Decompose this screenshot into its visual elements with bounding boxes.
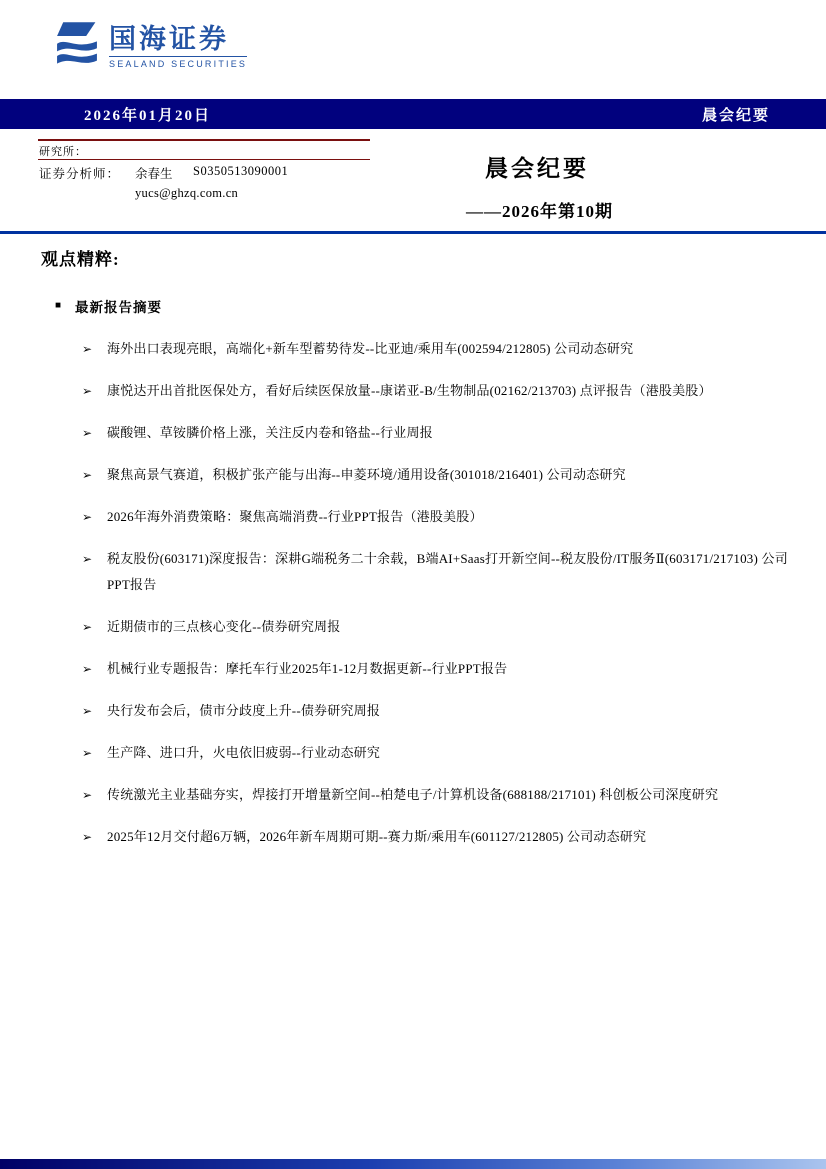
subsection-heading bbox=[55, 296, 162, 316]
arrow-bullet-icon: ➢ bbox=[82, 468, 93, 482]
arrow-bullet-icon: ➢ bbox=[82, 746, 93, 760]
report-list-item bbox=[82, 420, 792, 446]
institute-label: 研究所： bbox=[39, 146, 87, 158]
report-list bbox=[82, 336, 792, 866]
report-list-item bbox=[82, 546, 792, 598]
report-item-text: 央行发布会后，债市分歧度上升--债券研究周报 bbox=[107, 703, 381, 718]
report-list-item bbox=[82, 656, 792, 682]
blue-divider-rule bbox=[0, 231, 826, 234]
square-bullet-icon: ■ bbox=[55, 300, 63, 311]
brand-name-en: SEALAND SECURITIES bbox=[109, 56, 247, 69]
report-item-text: 聚焦高景气赛道，积极扩张产能与出海--申菱环境/通用设备(301018/216401) 公司动态研究 bbox=[107, 467, 626, 482]
arrow-bullet-icon: ➢ bbox=[82, 552, 93, 566]
report-list-item bbox=[82, 740, 792, 766]
footer-gradient-bar bbox=[0, 1159, 826, 1169]
report-list-item bbox=[82, 378, 792, 404]
arrow-bullet-icon: ➢ bbox=[82, 662, 93, 676]
arrow-bullet-icon: ➢ bbox=[82, 384, 93, 398]
arrow-bullet-icon: ➢ bbox=[82, 830, 93, 844]
report-list-item bbox=[82, 614, 792, 640]
report-list-item bbox=[82, 504, 792, 530]
report-item-text: 2026年海外消费策略：聚焦高端消费--行业PPT报告（港股美股） bbox=[107, 509, 483, 524]
arrow-bullet-icon: ➢ bbox=[82, 426, 93, 440]
meta-rule-top bbox=[38, 139, 370, 141]
report-issue-subtitle: ——2026年第10期 bbox=[466, 202, 613, 221]
arrow-bullet-icon: ➢ bbox=[82, 788, 93, 802]
brand-text bbox=[109, 23, 247, 69]
report-list-item bbox=[82, 336, 792, 362]
brand-name-cn: 国海证券 bbox=[109, 23, 229, 54]
report-list-item bbox=[82, 824, 792, 850]
banner-doc-type: 晨会纪要 bbox=[701, 107, 770, 124]
analyst-label: 证券分析师： bbox=[39, 167, 121, 181]
report-list-item bbox=[82, 698, 792, 724]
report-item-text: 生产降、进口升，火电依旧疲弱--行业动态研究 bbox=[107, 745, 381, 760]
analyst-row bbox=[39, 164, 288, 182]
report-date: 2026年01月20日 bbox=[84, 107, 212, 124]
report-item-text: 2025年12月交付超6万辆，2026年新车周期可期--赛力斯/乘用车(601127/212805) 公司动态研究 bbox=[107, 829, 647, 844]
banner-bar bbox=[0, 99, 826, 129]
arrow-bullet-icon: ➢ bbox=[82, 510, 93, 524]
report-item-text: 康悦达开出首批医保处方，看好后续医保放量--康诺亚-B/生物制品(02162/213703) 点评报告（港股美股） bbox=[107, 383, 712, 398]
report-item-text: 税友股份(603171)深度报告：深耕G端税务二十余载，B端AI+Saas打开新空间--税友股份/IT服务Ⅱ(603171/217103) 公司PPT报告 bbox=[107, 551, 788, 592]
analyst-email: yucs@ghzq.com.cn bbox=[135, 186, 239, 200]
arrow-bullet-icon: ➢ bbox=[82, 704, 93, 718]
report-item-text: 海外出口表现亮眼，高端化+新车型蓄势待发--比亚迪/乘用车(002594/212805) 公司动态研究 bbox=[107, 341, 634, 356]
report-list-item bbox=[82, 782, 792, 808]
section-title: 观点精粹: bbox=[41, 250, 120, 269]
analyst-cert-number: S0350513090001 bbox=[193, 164, 289, 178]
meta-rule-mid bbox=[38, 159, 370, 160]
brand-logo bbox=[54, 20, 247, 72]
arrow-bullet-icon: ➢ bbox=[82, 620, 93, 634]
report-item-text: 机械行业专题报告：摩托车行业2025年1-12月数据更新--行业PPT报告 bbox=[107, 661, 508, 676]
report-title: 晨会纪要 bbox=[485, 156, 589, 181]
arrow-bullet-icon: ➢ bbox=[82, 342, 93, 356]
subsection-title: 最新报告摘要 bbox=[75, 300, 163, 315]
analyst-name: 余春生 bbox=[135, 167, 173, 181]
report-item-text: 传统激光主业基础夯实，焊接打开增量新空间--柏楚电子/计算机设备(688188/217101) 科创板公司深度研究 bbox=[107, 787, 719, 802]
sealand-logo-icon bbox=[54, 20, 100, 72]
report-list-item bbox=[82, 462, 792, 488]
report-item-text: 近期债市的三点核心变化--债券研究周报 bbox=[107, 619, 341, 634]
report-item-text: 碳酸锂、草铵膦价格上涨，关注反内卷和铬盐--行业周报 bbox=[107, 425, 433, 440]
